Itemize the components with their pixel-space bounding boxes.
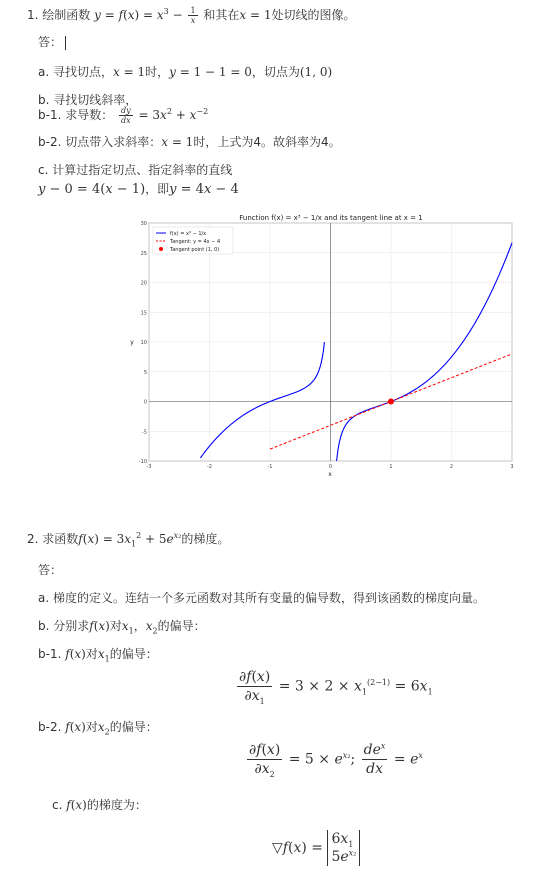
q2-step-a: a. 梯度的定义。连结一个多元函数对其所有变量的偏导数，得到该函数的梯度向量。 <box>38 591 485 605</box>
q1-step-b2: b-2. 切点带入求斜率：x = 1时，上式为4。故斜率为4。 <box>38 135 341 149</box>
q1-answer-input[interactable] <box>38 33 66 50</box>
legend-label: f(x) = x³ − 1/x <box>170 230 207 237</box>
y-tick-label: 10 <box>140 340 147 346</box>
q1-step-a-result: ，切点为 <box>251 65 300 79</box>
q1-step-a-label: a. 寻找切点， <box>38 65 113 79</box>
x-tick-label: 2 <box>449 464 454 470</box>
x-axis-label: x <box>328 471 332 478</box>
q1-prompt-text-b: 和其在 <box>203 8 240 22</box>
q1-answer-label: 答： <box>38 35 63 49</box>
q1-step-a-sep: 时， <box>145 65 170 79</box>
q2-step-b-c: 的偏导： <box>157 619 206 633</box>
y-tick-label: -5 <box>142 429 147 436</box>
y-tick-label: 25 <box>140 250 147 257</box>
q2-step-b1-a: b-1. <box>38 647 62 661</box>
x-tick-label: 0 <box>328 464 333 470</box>
q1-number: 1. <box>27 8 39 22</box>
q2-step-b1: b-1. f(x)对$x_1$的偏导： <box>38 647 158 664</box>
q2-step-b2-a: b-2. <box>38 720 62 734</box>
x-tick-label: -2 <box>207 464 212 470</box>
function-plot <box>128 210 520 482</box>
x-tick-label: -3 <box>146 464 152 470</box>
q1-step-c-mid: ，即 <box>145 182 170 196</box>
y-axis-label: y <box>130 339 134 346</box>
q2-step-b2-b: 对 <box>85 720 98 734</box>
q2-prompt-text: 求函数 <box>42 532 79 546</box>
q1-prompt-text-a: 绘制函数 <box>42 8 91 22</box>
y-tick-label: 30 <box>140 221 147 227</box>
y-tick-label: 20 <box>140 280 147 287</box>
q1-step-b1-label: b-1. 求导数： <box>38 108 114 122</box>
q1-step-a: a. 寻找切点，x = 1时，y = 1 − 1 = 0，切点为(1, 0) <box>38 65 333 79</box>
q2-prompt: 2. 求函数$f(x) = 3x_1^2 + 5e^{x_2}$的梯度。 <box>27 531 230 549</box>
legend-marker-point <box>159 247 163 251</box>
q2-step-b1-b: 对 <box>85 647 98 661</box>
q1-function-math: $y = f(x) = x^3$ − $\frac{1}{x}$ <box>94 6 196 25</box>
q2-number: 2. <box>27 532 39 546</box>
q2-equation-b1: $\frac{\partial f(x)}{\partial x_1}$ = $3 \times 2 \times x_1^{(2-1)} = 6x_1$ <box>239 669 433 706</box>
q2-equation-b2: $\frac{\partial f(x)}{\partial x_2}$ = $5 \times e^{x_2}$; $\frac{de^x}{dx}$ = $e^x$ <box>249 741 423 779</box>
q2-step-b1-c: 的偏导： <box>109 647 158 661</box>
q2-step-c-b: 的梯度为： <box>86 798 147 812</box>
q2-step-b-a: b. 分别求 <box>38 619 90 633</box>
q1-x-eq-1: x <box>239 8 247 22</box>
legend-label: Tangent point (1, 0) <box>170 246 220 253</box>
q1-step-b2-rest: 时，上式为4。故斜率为4。 <box>193 135 341 149</box>
x-tick-label: 1 <box>389 464 393 470</box>
q2-prompt-end: 的梯度。 <box>181 532 230 546</box>
tangent-point <box>388 399 394 405</box>
q2-answer-label: 答： <box>38 563 63 577</box>
q2-step-b2: b-2. f(x)对$x_2$的偏导： <box>38 720 158 737</box>
text-cursor <box>65 36 66 50</box>
x-tick-label: 3 <box>510 464 514 470</box>
q1-step-c-title: c. 计算过指定切点、指定斜率的直线 <box>38 163 233 177</box>
y-tick-label: 0 <box>143 399 147 406</box>
q1-prompt-text-c: 处切线的图像。 <box>271 8 356 22</box>
y-tick-label: 5 <box>143 369 147 376</box>
y-tick-label: -10 <box>138 459 147 465</box>
q2-gradient-equation: ▽f(x) = $6x_1$ $5e^{x_2}$ <box>272 830 360 866</box>
q2-step-b-title: b. 分别求f(x)对$x_1$，$x_2$的偏导： <box>38 619 206 636</box>
y-tick-label: 15 <box>140 310 147 317</box>
legend-label: Tangent: y = 4x − 4 <box>170 238 221 245</box>
chart-title: Function f(x) = x³ − 1/x and its tangent line at x = 1 <box>239 214 423 222</box>
q2-step-c-a: c. <box>52 798 63 812</box>
q1-prompt: 1. 绘制函数 $y = f(x) = x^3$ − $\frac{1}{x}$ 和其在x = 1处切线的图像。 <box>27 6 356 25</box>
q2-step-b2-c: 的偏导： <box>109 720 158 734</box>
q2-step-c: c. f(x)的梯度为： <box>52 798 147 812</box>
q1-step-b-title: b. 寻找切线斜率， <box>38 93 138 107</box>
x-tick-label: -1 <box>267 464 273 470</box>
legend <box>153 227 233 254</box>
q1-step-b1: b-1. 求导数： $\frac{dy}{dx}$ = $3x^2 + x^{-2}$ <box>38 106 209 125</box>
q2-step-b-b: 对 <box>109 619 122 633</box>
q1-step-b2-label: b-2. 切点带入求斜率： <box>38 135 162 149</box>
q1-step-c-equation: y − 0 = 4(x − 1)，即y = 4x − 4 <box>38 182 239 197</box>
